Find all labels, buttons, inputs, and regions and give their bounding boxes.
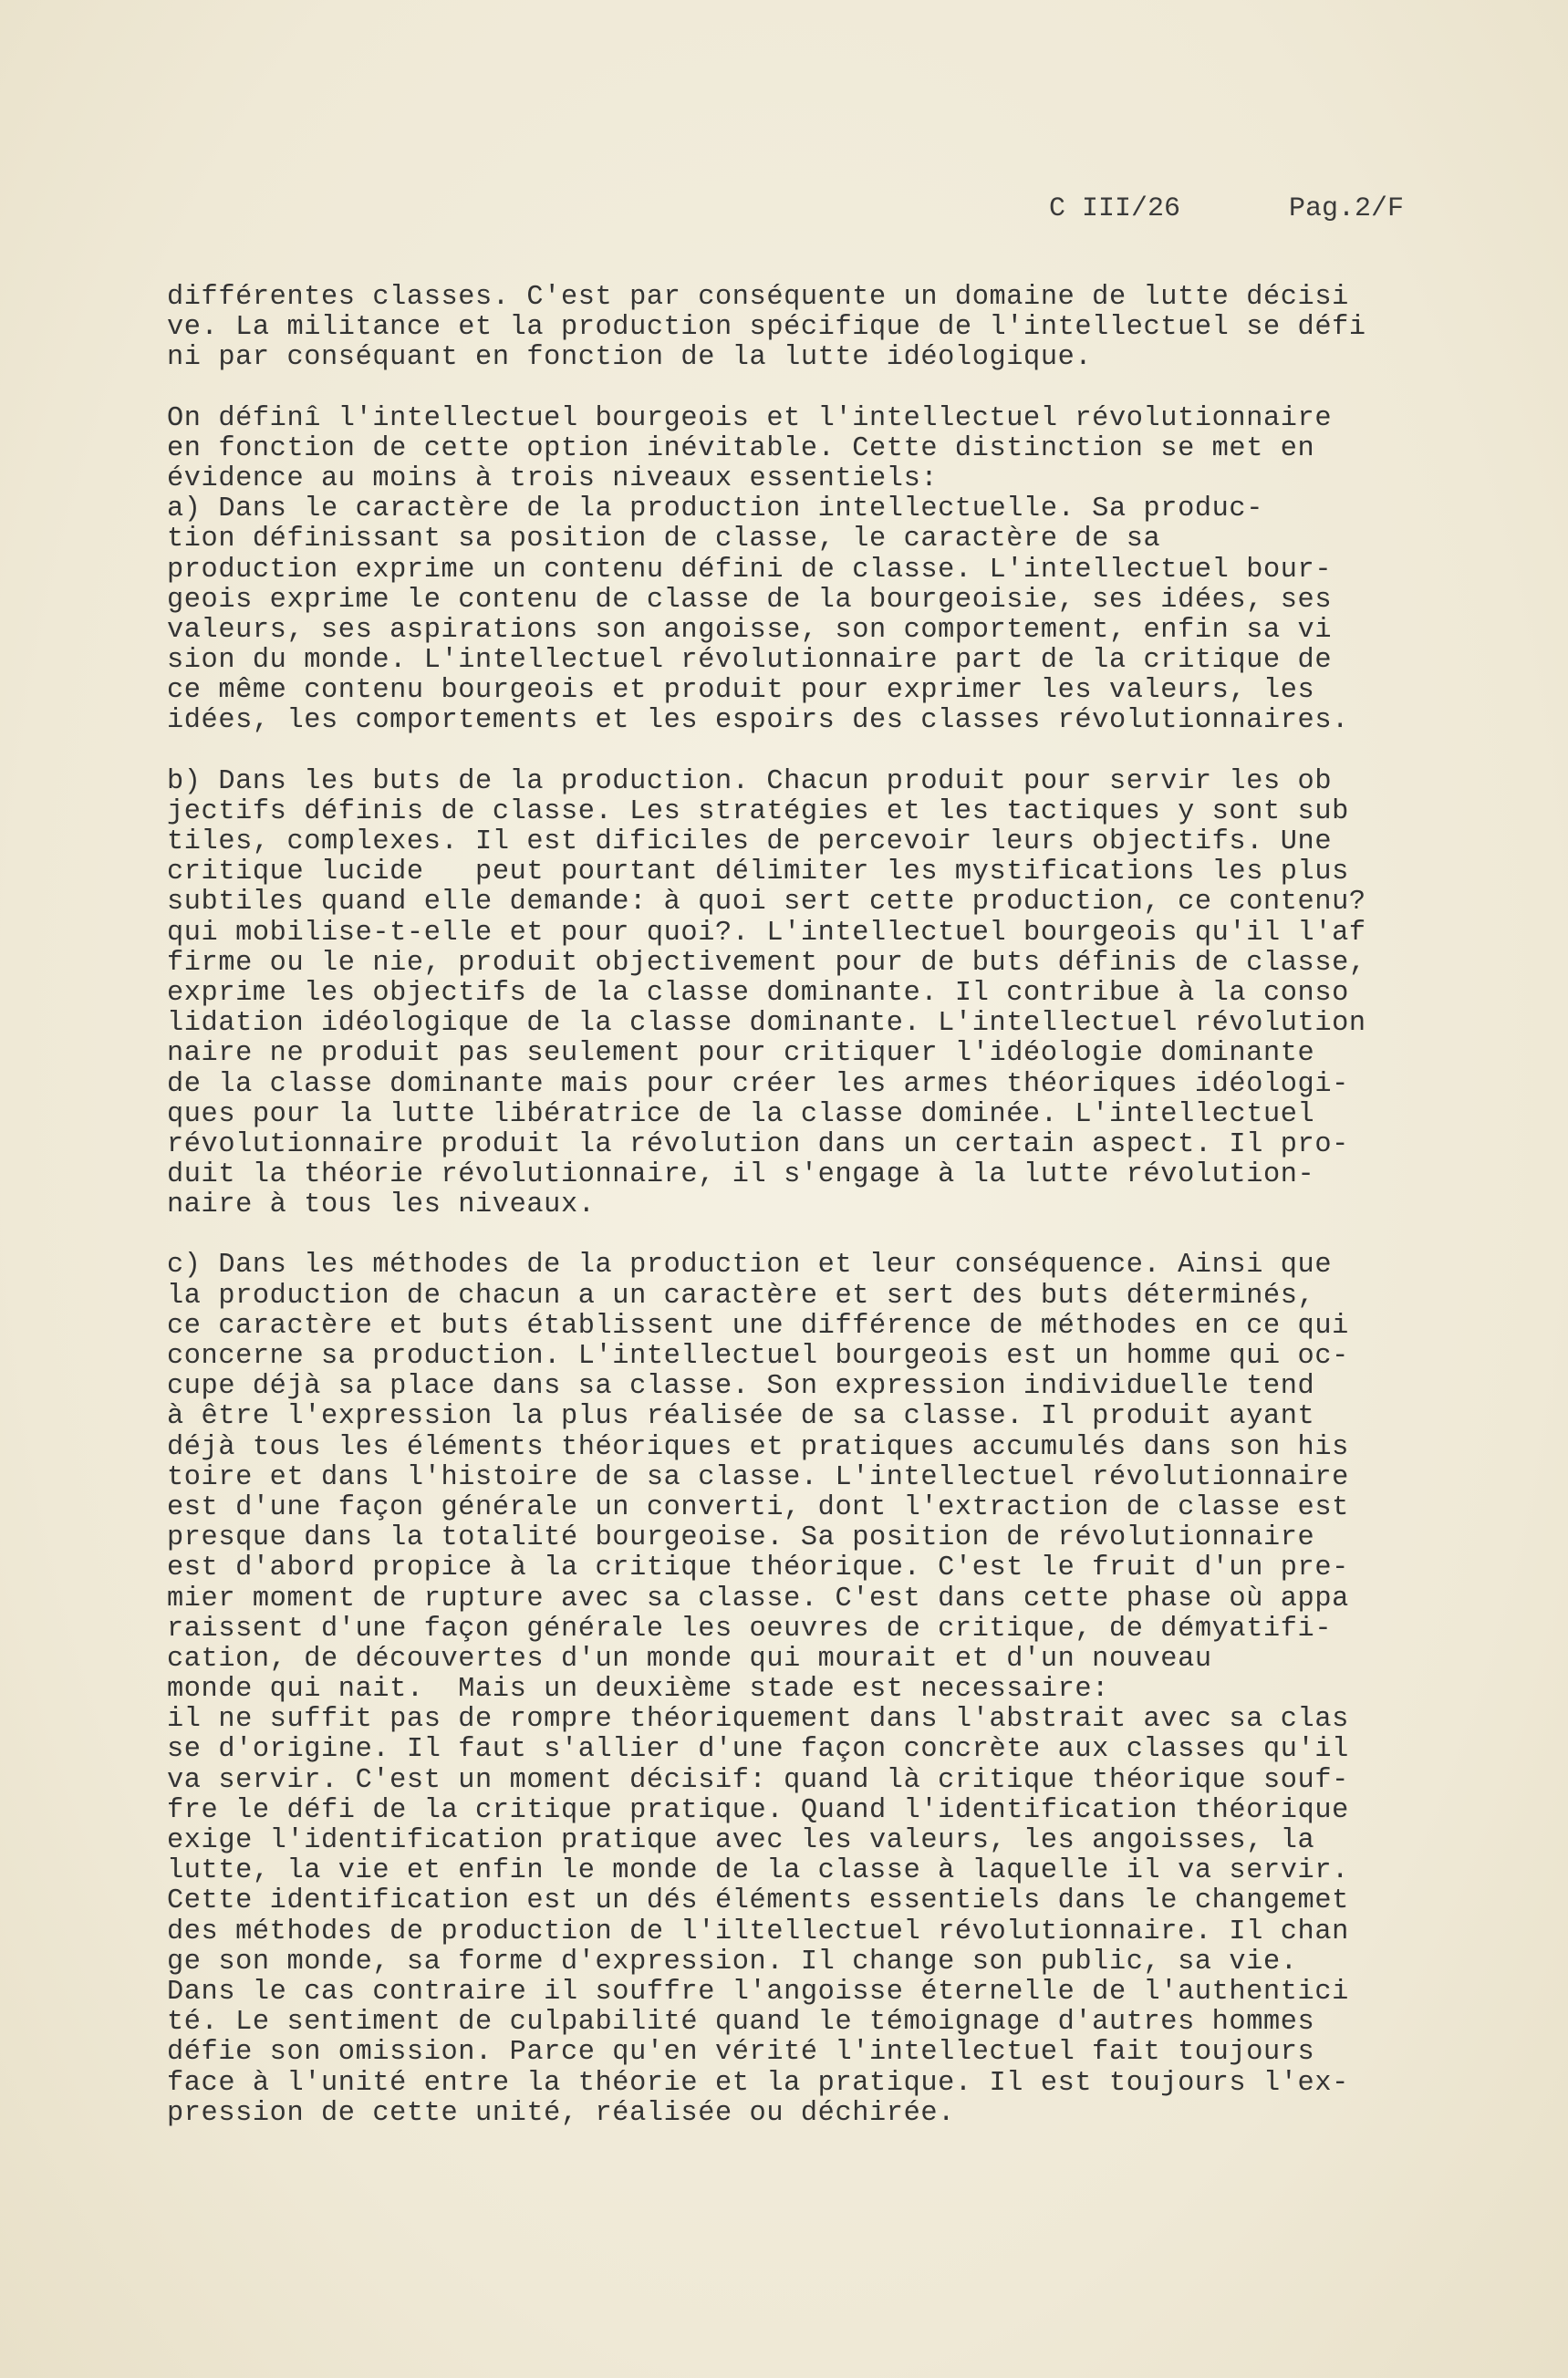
text-line: défie son omission. Parce qu'en vérité l'intellectuel fait toujours bbox=[167, 2037, 1315, 2069]
text-line: cupe déjà sa place dans sa classe. Son expression individuelle tend bbox=[167, 1371, 1315, 1403]
text-line: a) Dans le caractère de la production intellectuelle. Sa produc- bbox=[167, 493, 1263, 525]
text-line: révolutionnaire produit la révolution dans un certain aspect. Il pro- bbox=[167, 1128, 1349, 1160]
paragraph-intro bbox=[167, 283, 1480, 374]
text-line: monde qui nait. Mais un deuxième stade est necessaire: bbox=[167, 1674, 1109, 1706]
text-line: déjà tous les éléments théoriques et pratiques accumulés dans son his bbox=[167, 1431, 1349, 1463]
text-line: pression de cette unité, réalisée ou déchirée. bbox=[167, 2097, 955, 2129]
text-line: critique lucide peut pourtant délimiter les mystifications les plus bbox=[167, 857, 1349, 888]
text-line: est d'abord propice à la critique théorique. C'est le fruit d'un pre- bbox=[167, 1552, 1349, 1584]
text-line: tion définissant sa position de classe, le caractère de sa bbox=[167, 524, 1161, 556]
paragraph-definition-a bbox=[167, 404, 1480, 737]
text-line: idées, les comportements et les espoirs des classes révolutionnaires. bbox=[167, 705, 1349, 737]
text-line: valeurs, ses aspirations son angoisse, son comportement, enfin sa vi bbox=[167, 614, 1333, 646]
text-line: ge son monde, sa forme d'expression. Il change son public, sa vie. bbox=[167, 1946, 1298, 1978]
text-line: production exprime un contenu défini de classe. L'intellectuel bour- bbox=[167, 554, 1333, 586]
text-line: mier moment de rupture avec sa classe. C'est dans cette phase où appa bbox=[167, 1583, 1349, 1615]
text-line: exige l'identification pratique avec les valeurs, les angoisses, la bbox=[167, 1825, 1315, 1856]
text-line: ques pour la lutte libératrice de la classe dominée. L'intellectuel bbox=[167, 1098, 1315, 1130]
text-line: ce caractère et buts établissent une différence de méthodes en ce qui bbox=[167, 1310, 1349, 1342]
text-line: la production de chacun a un caractère et sert des buts déterminés, bbox=[167, 1280, 1315, 1312]
page-number: Pag.2/F bbox=[1289, 193, 1405, 224]
text-line: est d'une façon générale un converti, dont l'extraction de classe est bbox=[167, 1491, 1349, 1523]
text-line: concerne sa production. L'intellectuel bourgeois est un homme qui oc- bbox=[167, 1341, 1349, 1372]
text-line: toire et dans l'histoire de sa classe. L'intellectuel révolutionnaire bbox=[167, 1461, 1349, 1493]
text-line: lidation idéologique de la classe dominante. L'intellectuel révolution bbox=[167, 1008, 1366, 1040]
body-text bbox=[167, 283, 1480, 2159]
text-line: il ne suffit pas de rompre théoriquement dans l'abstrait avec sa clas bbox=[167, 1704, 1349, 1736]
text-line: On définî l'intellectuel bourgeois et l'intellectuel révolutionnaire bbox=[167, 402, 1333, 434]
text-line: Cette identification est un dés éléments essentiels dans le changemet bbox=[167, 1885, 1349, 1917]
text-line: se d'origine. Il faut s'allier d'une façon concrète aux classes qu'il bbox=[167, 1734, 1349, 1766]
text-line: presque dans la totalité bourgeoise. Sa position de révolutionnaire bbox=[167, 1522, 1315, 1554]
text-line: tiles, complexes. Il est dificiles de percevoir leurs objectifs. Une bbox=[167, 826, 1333, 857]
text-line: naire ne produit pas seulement pour critiquer l'idéologie dominante bbox=[167, 1038, 1315, 1070]
text-line: lutte, la vie et enfin le monde de la classe à laquelle il va servir. bbox=[167, 1855, 1349, 1887]
text-line: évidence au moins à trois niveaux essentiels: bbox=[167, 462, 939, 494]
text-line: fre le défi de la critique pratique. Quand l'identification théorique bbox=[167, 1794, 1349, 1826]
text-line: c) Dans les méthodes de la production et leur conséquence. Ainsi que bbox=[167, 1250, 1333, 1282]
text-line: b) Dans les buts de la production. Chacun produit pour servir les ob bbox=[167, 765, 1333, 797]
text-line: en fonction de cette option inévitable. Cette distinction se met en bbox=[167, 432, 1315, 464]
text-line: duit la théorie révolutionnaire, il s'engage à la lutte révolution- bbox=[167, 1159, 1315, 1191]
text-line: face à l'unité entre la théorie et la pratique. Il est toujours l'ex- bbox=[167, 2067, 1349, 2099]
text-line: ve. La militance et la production spécifique de l'intellectuel se défi bbox=[167, 312, 1366, 344]
text-line: qui mobilise-t-elle et pour quoi?. L'intellectuel bourgeois qu'il l'af bbox=[167, 917, 1366, 949]
text-line: à être l'expression la plus réalisée de sa classe. Il produit ayant bbox=[167, 1401, 1315, 1433]
text-line: subtiles quand elle demande: à quoi sert cette production, ce contenu? bbox=[167, 887, 1366, 919]
text-line: cation, de découvertes d'un monde qui mourait et d'un nouveau bbox=[167, 1643, 1212, 1675]
text-line: des méthodes de production de l'iltellectuel révolutionnaire. Il chan bbox=[167, 1916, 1349, 1947]
text-line: exprime les objectifs de la classe dominante. Il contribue à la conso bbox=[167, 977, 1349, 1009]
paragraph-b bbox=[167, 767, 1480, 1221]
text-line: Dans le cas contraire il souffre l'angoisse éternelle de l'authentici bbox=[167, 1976, 1349, 2008]
document-reference: C III/26 bbox=[1049, 193, 1181, 224]
text-line: raissent d'une façon générale les oeuvres de critique, de démyatifi- bbox=[167, 1613, 1333, 1645]
text-line: naire à tous les niveaux. bbox=[167, 1189, 596, 1221]
text-line: va servir. C'est un moment décisif: quand là critique théorique souf- bbox=[167, 1764, 1349, 1796]
text-line: sion du monde. L'intellectuel révolutionnaire part de la critique de bbox=[167, 645, 1333, 677]
text-line: geois exprime le contenu de classe de la bourgeoisie, ses idées, ses bbox=[167, 584, 1333, 616]
text-line: ni par conséquant en fonction de la lutte idéologique. bbox=[167, 342, 1093, 374]
paragraph-c bbox=[167, 1251, 1480, 2128]
text-line: différentes classes. C'est par conséquente un domaine de lutte décisi bbox=[167, 282, 1349, 313]
text-line: jectifs définis de classe. Les stratégies et les tactiques y sont sub bbox=[167, 795, 1349, 827]
text-line: firme ou le nie, produit objectivement pour de buts définis de classe, bbox=[167, 947, 1366, 979]
text-line: de la classe dominante mais pour créer les armes théoriques idéologi- bbox=[167, 1068, 1349, 1100]
text-line: té. Le sentiment de culpabilité quand le témoignage d'autres hommes bbox=[167, 2007, 1315, 2039]
text-line: ce même contenu bourgeois et produit pour exprimer les valeurs, les bbox=[167, 675, 1315, 707]
